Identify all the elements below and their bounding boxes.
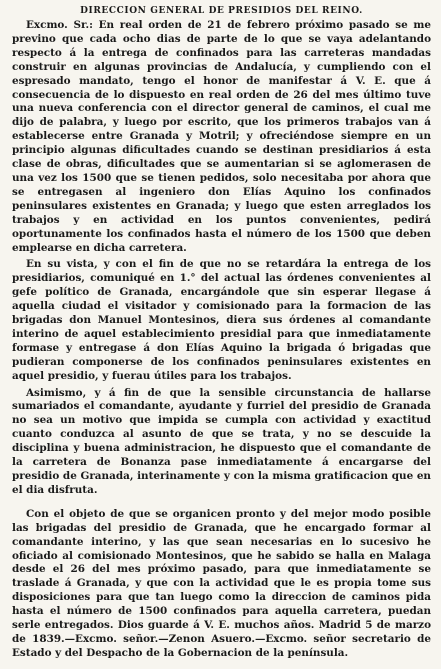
paragraph-4: Con el objeto de que se organicen pronto y del mejor modo posible las brigadas del presidio de Granada, que he encargado formar al comandante interino, y las que sean necesarias en lo sucesivo he oficiado al comisionado Montesinos, que he sabido se halla en Malaga desde el 26 del mes próximo pasado, para que inmediatamente se traslade á Granada, y que con la actividad que le es propia tome sus disposiciones para que tan luego como la direccion de caminos pida hasta el número de 1500 confinados para aquella carretera, puedan serle entregados. Dios guarde á V. E. muchos años. Madrid 5 de marzo de 1839.—Excmo. señor.—Zenon Asuero.—Excmo. señor secretario de Estado y del Despacho de la Gobernacion de la península. (12, 507, 431, 659)
paragraph-3: Asimismo, y á fin de que la sensible circunstancia de hallarse sumariados el comandante, ayudante y furriel del presidio de Granada no sea un motivo que impida se cumpla con actividad y exactitud cuanto conduzca al asunto de que se trata, y no se descuide la disciplina y buena administracion, he dispuesto que el comandante de la carretera de Bonanza pase inmediatamente á encargarse del presidio de Granada, interinamente y con la misma gratificacion que en el dia disfruta. (12, 386, 431, 496)
paragraph-1: Excmo. Sr.: En real orden de 21 de febrero próximo pasado se me previno que cada ocho dias de parte de lo que se vaya adelantando respecto á la entrega de confinados para las carreteras mandadas construir en algunas provincias de Andalucía, y cumpliendo con el espresado mandato, tengo el honor de manifestar á V. E. que á consecuencia de lo dispuesto en real orden de 26 del mes último tuve una nueva conferencia con el director general de caminos, el cual me dijo de palabra, y luego por escrito, que los primeros trabajos van á establecerse entre Granada y Motril; y ofreciéndose siempre en un principio algunas dificultades cuando se destinan presidiarios á esta clase de obras, dificultades que se aumentarian si se aglomerasen de una vez los 1500 que se tienen pedidos, solo necesitaba por ahora que se entregasen al ingeniero don Elías Aquino los confinados peninsulares existentes en Granada; y luego que esten arreglados los trabajos y en actividad en los puntos convenientes, pedirá oportunamente los confinados hasta el número de los 1500 que deben emplearse en dicha carretera. (12, 19, 431, 254)
document-heading: DIRECCION GENERAL DE PRESIDIOS DEL REINO. (80, 6, 363, 16)
paragraph-2: En su vista, y con el fin de que no se retardára la entrega de los presidiarios, comuniqué en 1.° del actual las órdenes convenientes al gefe político de Granada, encargándole que sin esperar llegase á aquella ciudad el visitador y comisionado para la formacion de las brigadas don Manuel Montesinos, diera sus órdenes al comandante interino de aquel establecimiento presidial para que inmediatamente formase y entregase á don Elías Aquino la brigada ó brigadas que pudieran componerse de los confinados peninsulares existentes en aquel presidio, y fuerau útiles para los trabajos. (12, 258, 431, 382)
